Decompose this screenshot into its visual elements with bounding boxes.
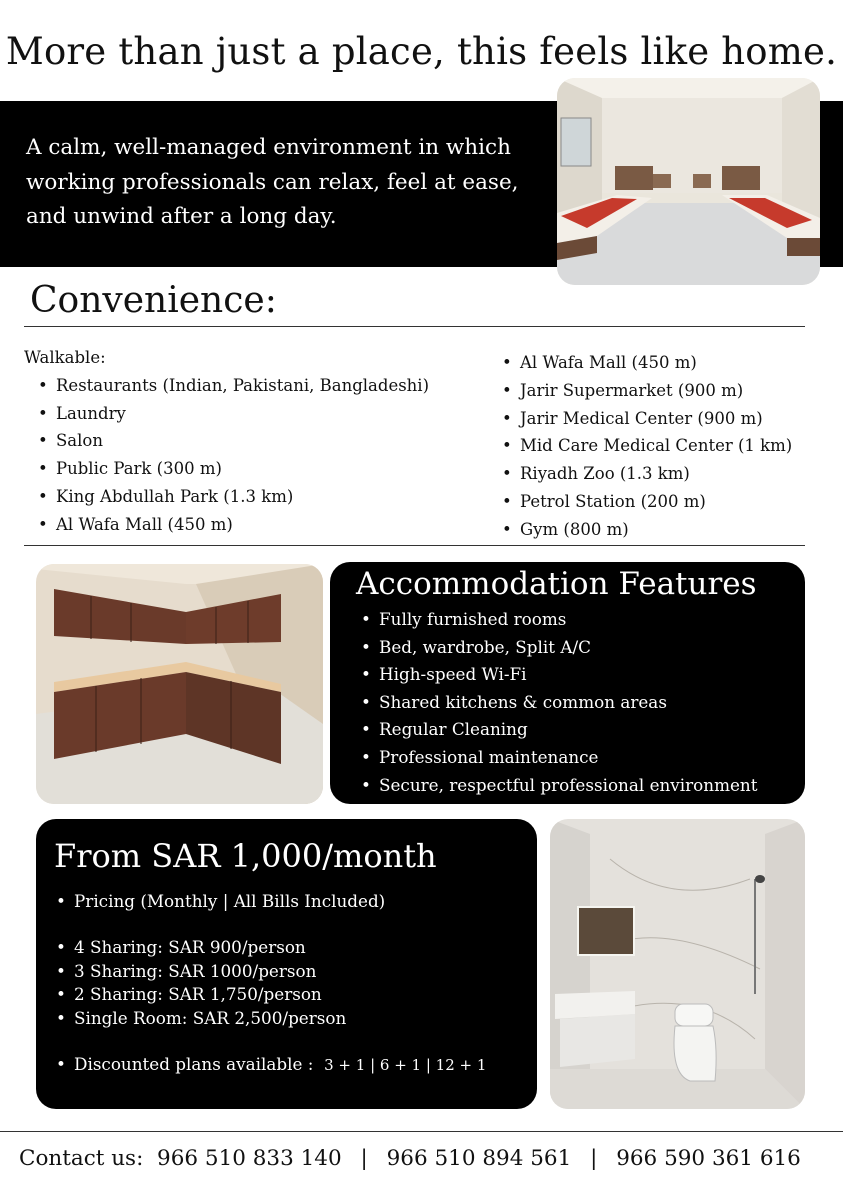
- discount-item: [52, 1052, 486, 1077]
- list-item: • Secure, respectful professional environment: [357, 772, 758, 800]
- contact-phone[interactable]: 966 590 361 616: [616, 1146, 801, 1171]
- list-item: • Laundry: [34, 400, 429, 428]
- features-title: Accommodation Features: [356, 566, 757, 602]
- page-headline: More than just a place, this feels like home.: [5, 30, 838, 73]
- pricing-tier: • 4 Sharing: SAR 900/person: [52, 936, 346, 960]
- intro-line: A calm, well-managed environment in which: [26, 135, 511, 160]
- convenience-divider: [24, 326, 805, 327]
- discount-label: Discounted plans available :: [74, 1054, 314, 1074]
- list-item: • Salon: [34, 427, 429, 455]
- intro-text: [26, 131, 546, 235]
- contact-phone[interactable]: 966 510 894 561: [386, 1146, 572, 1171]
- list-item: • Petrol Station (200 m): [498, 488, 792, 516]
- list-item: • Fully furnished rooms: [357, 606, 758, 634]
- pricing-header-list: [52, 889, 385, 913]
- features-card: [330, 562, 805, 804]
- pricing-card: [36, 819, 537, 1109]
- section-divider: [24, 545, 805, 546]
- list-item: • Bed, wardrobe, Split A/C: [357, 634, 758, 662]
- list-item: • Al Wafa Mall (450 m): [34, 511, 429, 539]
- list-item: • King Abdullah Park (1.3 km): [34, 483, 429, 511]
- contact-separator: |: [590, 1146, 598, 1171]
- footer-divider: [0, 1131, 843, 1132]
- list-item: • Public Park (300 m): [34, 455, 429, 483]
- walkable-list-left: [34, 372, 429, 538]
- list-item: • Regular Cleaning: [357, 716, 758, 744]
- contact-phone[interactable]: 966 510 833 140: [157, 1146, 342, 1171]
- list-item: • Jarir Supermarket (900 m): [498, 377, 792, 405]
- bathroom-photo: [550, 819, 805, 1109]
- discount-list: [52, 1052, 486, 1077]
- intro-line: working professionals can relax, feel at ease,: [26, 169, 519, 195]
- pricing-tier: • 2 Sharing: SAR 1,750/person: [52, 983, 346, 1007]
- walkable-label: Walkable:: [24, 348, 106, 367]
- pricing-title: From SAR 1,000/month: [54, 837, 437, 875]
- pricing-tier: • 3 Sharing: SAR 1000/person: [52, 960, 346, 984]
- pricing-tier: • Single Room: SAR 2,500/person: [52, 1007, 346, 1031]
- list-item: • Al Wafa Mall (450 m): [498, 349, 792, 377]
- list-item: • Professional maintenance: [357, 744, 758, 772]
- contact-separator: |: [360, 1146, 368, 1171]
- list-item: • Riyadh Zoo (1.3 km): [498, 460, 792, 488]
- discount-plans: 3 + 1 | 6 + 1 | 12 + 1: [324, 1056, 487, 1074]
- intro-line: and unwind after a long day.: [26, 204, 337, 229]
- list-item: • Shared kitchens & common areas: [357, 689, 758, 717]
- list-item: • Gym (800 m): [498, 516, 792, 544]
- bedroom-photo: [557, 78, 820, 285]
- features-list: [357, 606, 758, 799]
- kitchen-photo: [36, 564, 323, 804]
- list-item: • Jarir Medical Center (900 m): [498, 405, 792, 433]
- contact-line: [19, 1146, 801, 1171]
- pricing-header: • Pricing (Monthly | All Bills Included): [52, 889, 385, 913]
- pricing-tiers: [52, 936, 346, 1030]
- list-item: • Mid Care Medical Center (1 km): [498, 432, 792, 460]
- list-item: • Restaurants (Indian, Pakistani, Bangladeshi): [34, 372, 429, 400]
- walkable-list-right: [498, 349, 792, 544]
- list-item: • High-speed Wi-Fi: [357, 661, 758, 689]
- convenience-title: Convenience:: [30, 280, 277, 321]
- contact-label: Contact us:: [19, 1146, 144, 1171]
